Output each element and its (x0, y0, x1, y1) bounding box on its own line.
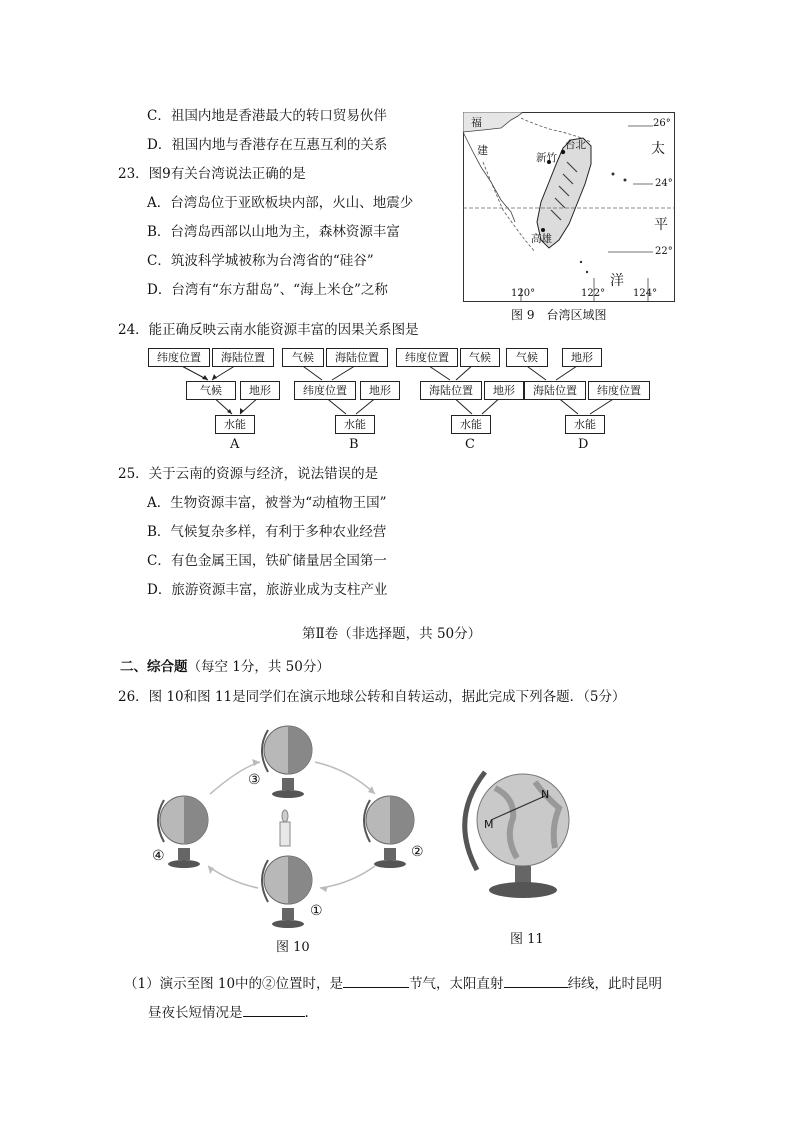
map-label-xinzhu: 新竹 (536, 152, 557, 164)
diagram-d-top1: 气候 (506, 348, 548, 367)
q26-sub1-line2 (148, 1001, 309, 1021)
section2-heading: 二、综合题 (120, 659, 188, 675)
map-label-jian: 建 (477, 144, 488, 157)
globe-position-3 (262, 726, 312, 798)
lat-26: 26° (653, 118, 671, 129)
section2-heading-line (120, 655, 330, 675)
q25-option-a: A．生物资源丰富，被誉为“动植物王国” (147, 495, 387, 511)
lat-24: 24° (655, 178, 673, 189)
diagram-a-letter: A (230, 437, 240, 452)
q26-sub1-part3: 纬线，此时昆明 (567, 976, 663, 992)
globe-position-1 (262, 856, 312, 928)
diagram-b-mid2: 地形 (360, 381, 400, 400)
blank-latitude[interactable] (504, 973, 568, 988)
map-label-yang: 洋 (610, 273, 624, 289)
q26-stem: 26．图 10和图 11是同学们在演示地球公转和自转运动，据此完成下列各题．（5分） (118, 689, 626, 705)
q23-option-c: C．筑波科学城被称为台湾省的“硅谷” (147, 253, 374, 269)
diagram-b-mid1: 纬度位置 (294, 381, 356, 400)
map-label-ping: 平 (654, 217, 668, 233)
map-label-taibei: 台北 (565, 139, 586, 151)
q25-option-c: C．有色金属王国，铁矿储量居全国第一 (147, 553, 387, 569)
map-label-tai: 太 (651, 141, 665, 157)
diagram-a-mid1: 气候 (186, 381, 236, 400)
figure-11-caption: 图 11 (510, 932, 544, 947)
q22-option-c: C．祖国内地是香港最大的转口贸易伙伴 (147, 108, 387, 124)
diagram-c-mid2: 地形 (484, 381, 524, 400)
blank-day-length[interactable] (243, 1002, 305, 1017)
globe-position-4 (158, 796, 208, 868)
diagram-c-top1: 纬度位置 (396, 348, 458, 367)
diagram-a-mid2: 地形 (240, 381, 280, 400)
q23-option-a: A．台湾岛位于亚欧板块内部，火山、地震少 (147, 195, 414, 211)
q23-option-d: D．台湾有“东方甜岛”、“海上米仓”之称 (147, 282, 388, 298)
q26-sub1-part4: 昼夜长短情况是 (148, 1005, 243, 1021)
position-label-4: ④ (152, 848, 165, 864)
q25-stem: 25．关于云南的资源与经济，说法错误的是 (118, 466, 379, 482)
lon-122: 122° (581, 288, 606, 299)
q23-stem: 23．图9有关台湾说法正确的是 (118, 166, 306, 182)
globe-label-n: N (541, 788, 550, 801)
position-label-3: ③ (248, 772, 261, 788)
lon-120: 120° (511, 288, 536, 299)
figure-10-orbit (150, 716, 430, 936)
q26-sub1-part2: 节气，太阳直射 (409, 976, 504, 992)
map-label-gaoxiong: 高雄 (531, 233, 552, 245)
q25-option-b: B．气候复杂多样，有利于多种农业经营 (147, 524, 387, 540)
map-label-fu: 福 (471, 116, 482, 129)
diagram-a-bottom: 水能 (215, 415, 255, 434)
q22-option-d: D．祖国内地与香港存在互惠互利的关系 (147, 137, 388, 153)
diagram-c-bottom: 水能 (451, 415, 491, 434)
position-label-1: ① (310, 903, 323, 919)
diagram-d-letter: D (578, 437, 589, 452)
q25-option-d: D．旅游资源丰富，旅游业成为支柱产业 (147, 582, 388, 598)
diagram-a-top1: 纬度位置 (148, 348, 210, 367)
q26-sub1-line1 (124, 972, 662, 992)
diagram-c-letter: C (465, 437, 475, 452)
q24-stem: 24．能正确反映云南水能资源丰富的因果关系图是 (118, 322, 419, 338)
globe-label-m: M (484, 818, 494, 831)
diagram-b-letter: B (349, 437, 359, 452)
diagram-c-top2: 气候 (460, 348, 500, 367)
q23-option-b: B．台湾岛西部以山地为主，森林资源丰富 (147, 224, 400, 240)
map9-caption: 图 9 台湾区域图 (511, 308, 607, 322)
blank-solar-term[interactable] (343, 973, 409, 988)
diagram-d-top2: 地形 (562, 348, 602, 367)
lon-124: 124° (633, 288, 658, 299)
figure-11-globe (455, 758, 585, 908)
diagram-d-bottom: 水能 (565, 415, 605, 434)
position-label-2: ② (411, 844, 424, 860)
taiwan-map-figure (463, 112, 675, 302)
q26-sub1-end: . (304, 1005, 309, 1021)
diagram-d-mid1: 海陆位置 (524, 381, 586, 400)
lat-22: 22° (655, 246, 673, 257)
diagram-b-top2: 海陆位置 (326, 348, 388, 367)
globe-position-2 (364, 796, 414, 868)
section2-heading-note: （每空 1分，共 50分） (187, 659, 330, 675)
diagram-c-mid1: 海陆位置 (420, 381, 482, 400)
q26-sub1-part1: （1）演示至图 10中的②位置时，是 (124, 976, 344, 992)
diagram-a-top2: 海陆位置 (212, 348, 274, 367)
section2-title: 第Ⅱ卷（非选择题，共 50分） (302, 626, 482, 642)
diagram-b-bottom: 水能 (335, 415, 375, 434)
diagram-d-mid2: 纬度位置 (588, 381, 650, 400)
figure-10-caption: 图 10 (276, 940, 310, 955)
diagram-b-top1: 气候 (282, 348, 324, 367)
